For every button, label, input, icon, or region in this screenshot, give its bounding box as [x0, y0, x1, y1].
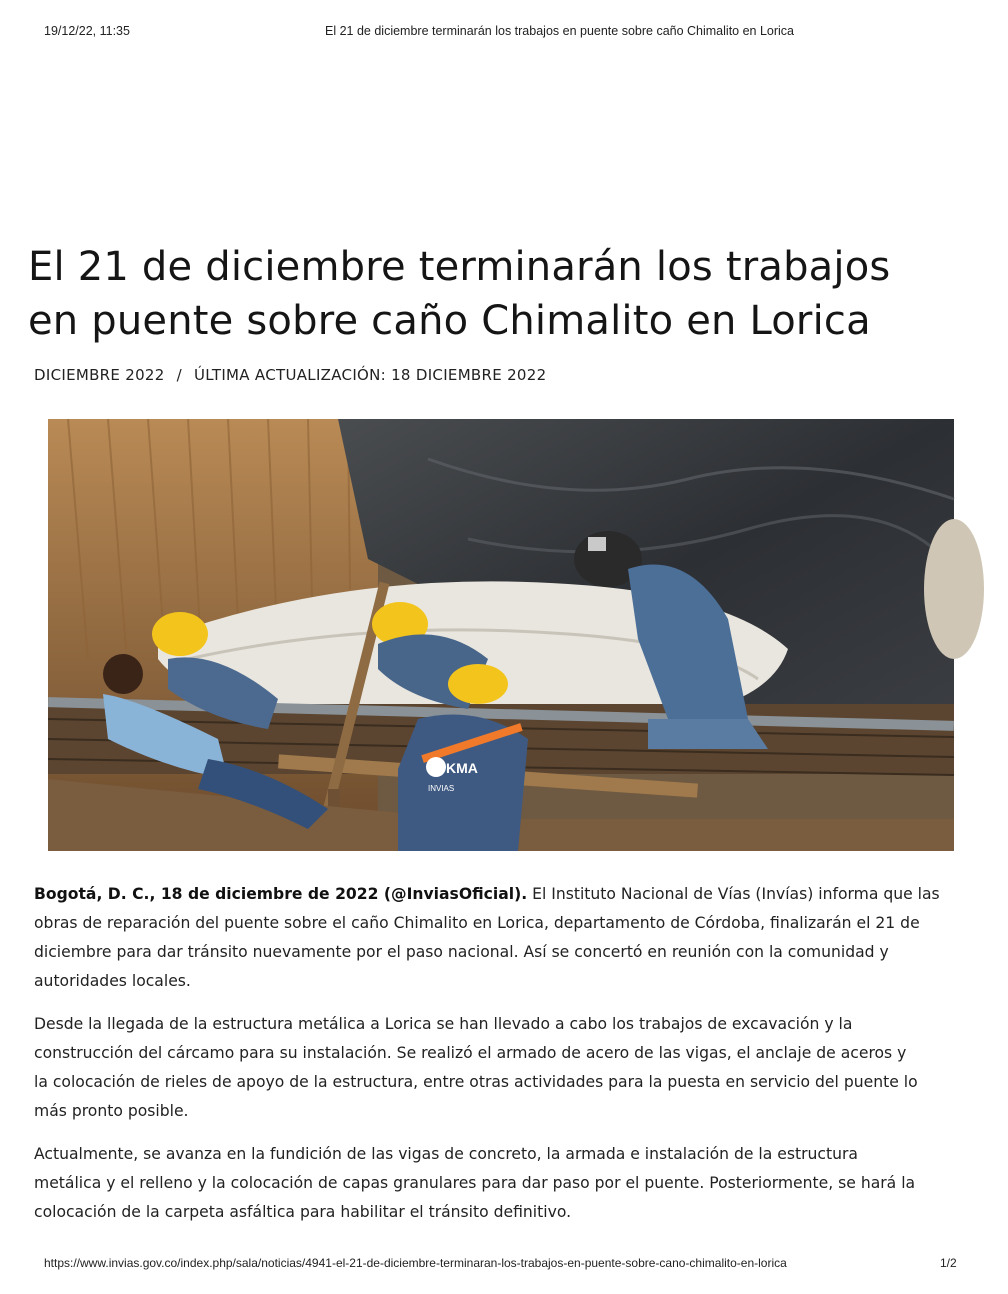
- bridge-works-photo: [48, 419, 954, 851]
- paragraph-3-line-1: Actualmente, se avanza en la fundición de las vigas de concreto, la armada e instalación de la estructura: [34, 1145, 858, 1163]
- paragraph-3-line-2: metálica y el relleno y la colocación de capas granulares para dar paso por el puente. Posteriormente, se hará la: [34, 1174, 916, 1192]
- paragraph-2-line-1: Desde la llegada de la estructura metálica a Lorica se han llevado a cabo los trabajos de excavación y la: [34, 1015, 853, 1033]
- headline-line-2: en puente sobre caño Chimalito en Lorica: [28, 298, 871, 344]
- paragraph-1-lead: Bogotá, D. C., 18 de diciembre de 2022 (@InviasOficial).: [34, 885, 528, 903]
- paragraph-2-line-2: construcción del cárcamo para su instalación. Se realizó el armado de acero de las vigas, el anclaje de aceros y: [34, 1044, 907, 1062]
- photo-vest-sublogo: INVIAS: [428, 784, 455, 793]
- article-meta: [34, 366, 546, 384]
- article-photo: [48, 419, 954, 851]
- meta-separator: /: [176, 366, 182, 384]
- paragraph-1-line-3: diciembre para dar tránsito nuevamente por el paso nacional. Así se concertó en reunión con la comunidad y: [34, 943, 889, 961]
- page-url-link[interactable]: https://www.invias.gov.co/index.php/sala/noticias/4941-el-21-de-diciembre-terminaran-los-trabajos-en-puente-sobre-cano-chimalito-en-lorica: [44, 1256, 787, 1270]
- paragraph-1-line-4: autoridades locales.: [34, 972, 191, 990]
- updated-date: ÚLTIMA ACTUALIZACIÓN: 18 DICIEMBRE 2022: [193, 366, 547, 384]
- print-datetime: 19/12/22, 11:35: [44, 24, 130, 38]
- page-number: 1/2: [940, 1256, 957, 1270]
- article-content: [28, 230, 954, 1240]
- paragraph-1: [34, 880, 964, 996]
- paragraph-2-line-4: más pronto posible.: [34, 1102, 189, 1120]
- print-footer: [0, 1256, 1000, 1272]
- paragraph-2: [34, 1010, 964, 1126]
- paragraph-3: [34, 1140, 964, 1227]
- paragraph-1-line-2: obras de reparación del puente sobre el caño Chimalito en Lorica, departamento de Córdoba, finalizarán el 21 de: [34, 914, 920, 932]
- photo-vest-logo: KMA: [446, 760, 478, 776]
- article-headline: [28, 240, 1008, 348]
- paragraph-1-line-1: El Instituto Nacional de Vías (Invías) informa que las: [527, 885, 940, 903]
- paragraph-2-line-3: la colocación de rieles de apoyo de la estructura, entre otras actividades para la puesta en servicio del puente lo: [34, 1073, 918, 1091]
- paragraph-3-line-3: colocación de la carpeta asfáltica para habilitar el tránsito definitivo.: [34, 1203, 572, 1221]
- print-page-title: El 21 de diciembre terminarán los trabajos en puente sobre caño Chimalito en Lorica: [325, 24, 795, 38]
- article-body: [34, 880, 964, 1241]
- published-date: DICIEMBRE 2022: [34, 366, 165, 384]
- headline-line-1: El 21 de diciembre terminarán los trabajos: [28, 244, 891, 290]
